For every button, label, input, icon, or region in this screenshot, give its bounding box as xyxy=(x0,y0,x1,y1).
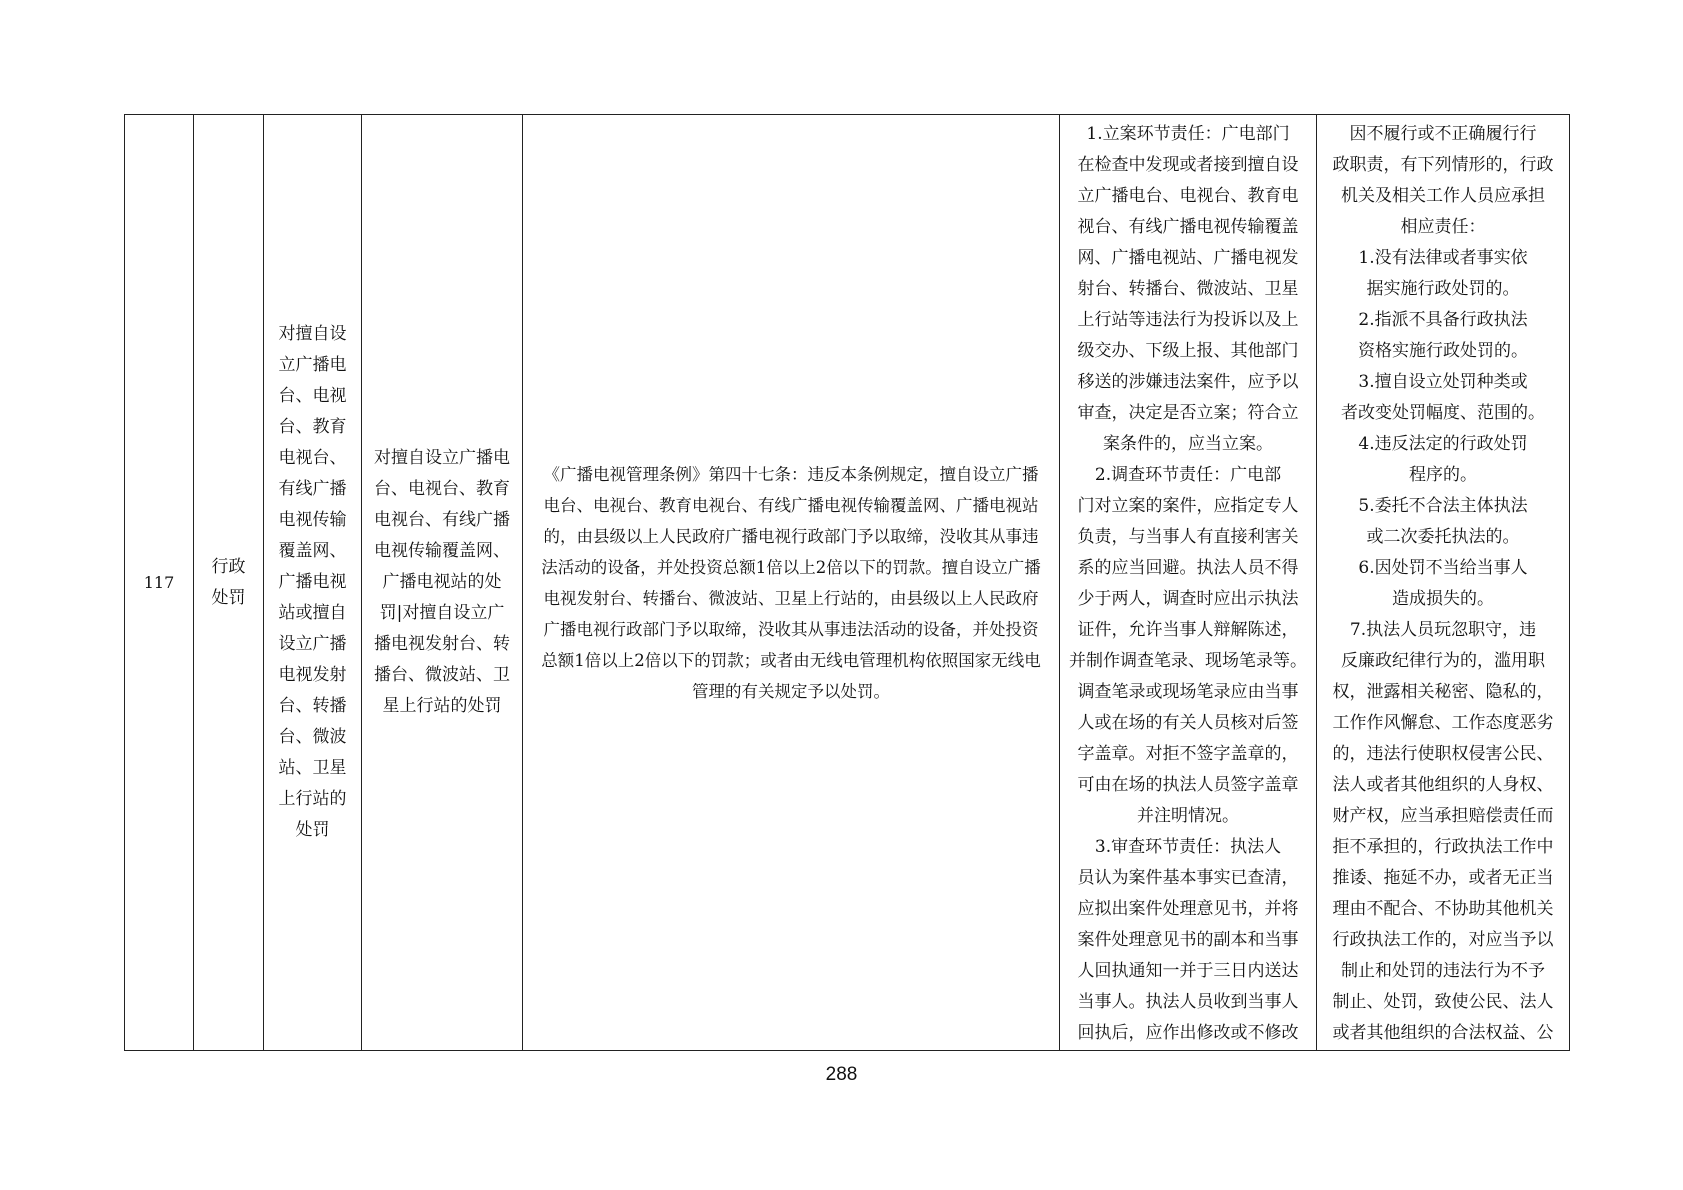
row-number: 117 xyxy=(143,573,175,592)
responsibility-text: 1.立案环节责任：广电部门 在检查中发现或者接到擅自设 立广播电台、电视台、教育电 视台、有线广播电视传输覆盖 网、广播电视站、广播电视发 射台、转播台、微波站、卫星 上行站等违法行为投诉以及上 级交办、下级上报、其他部门 移送的涉嫌违法案件，应予以 审查，决定是否立案；符合立 案条件的，应当立案。 2.调查环节责任：广电部 门对立案的案件，应指定专人 负责，与当事人有直接利害关 系的应当回避。执法人员不得 少于两人，调查时应出示执法 证件，允许当事人辩解陈述， 并制作调查笔录、现场笔录等。 调查笔录或现场笔录应由当事 人或在场的有关人员核对后签 字盖章。对拒不签字盖章的， 可由在场的执法人员签字盖章 并注明情况。 3.审查环节责任：执法人 员认为案件基本事实已查清， 应拟出案件处理意见书，并将 案件处理意见书的副本和当事 人回执通知一并于三日内送达 当事人。执法人员收到当事人 回执后，应作出修改或不修改 xyxy=(1069,124,1307,1043)
responsibility-cell xyxy=(1060,115,1317,1051)
category-cell xyxy=(194,115,264,1051)
accountability-text: 因不履行或不正确履行行 政职责，有下列情形的，行政 机关及相关工作人员应承担 相应责任： 1.没有法律或者事实依 据实施行政处罚的。 2.指派不具备行政执法 资格实施行政处罚的。 3.擅自设立处罚种类或 者改变处罚幅度、范围的。 4.违反法定的行政处罚 程序的。 5.委托不合法主体执法 或二次委托执法的。 6.因处罚不当给当事人 造成损失的。 7.执法人员玩忽职守，违 反廉政纪律行为的，滥用职 权，泄露相关秘密、隐私的， 工作作风懈怠、工作态度恶劣 的，违法行使职权侵害公民、 法人或者其他组织的人身权、 财产权，应当承担赔偿责任而 拒不承担的，行政执法工作中 推诿、拖延不办，或者无正当 理由不配合、不协助其他机关 行政执法工作的，对应当予以 制止和处罚的违法行为不予 制止、处罚，致使公民、法人 或者其他组织的合法权益、公 xyxy=(1332,124,1554,1043)
legal-basis-cell xyxy=(523,115,1060,1051)
legal-basis-text: 《广播电视管理条例》第四十七条：违反本条例规定，擅自设立广播电台、电视台、教育电视台、有线广播电视传输覆盖网、广播电视站的，由县级以上人民政府广播电视行政部门予以取缔，没收其从事违法活动的设备，并处投资总额1倍以上2倍以下的罚款。擅自设立广播电视发射台、转播台、微波站、卫星上行站的，由县级以上人民政府广播电视行政部门予以取缔，没收其从事违法活动的设备，并处投资总额1倍以上2倍以下的罚款；或者由无线电管理机构依照国家无线电管理的有关规定予以处罚。 xyxy=(541,464,1041,701)
item-name-text: 对擅自设立广播电台、电视台、教育电视台、有线广播电视传输覆盖网、广播电视站或擅自设立广播电视发射台、转播台、微波站、卫星上行站的处罚 xyxy=(278,324,347,840)
accountability-cell xyxy=(1317,115,1570,1051)
page-number: 288 xyxy=(825,1064,858,1085)
table-row xyxy=(125,115,1570,1051)
sub-item-cell xyxy=(362,115,523,1051)
item-name-cell xyxy=(264,115,362,1051)
category-text: 行政处罚 xyxy=(211,556,246,608)
row-number-cell xyxy=(125,115,194,1051)
power-list-table xyxy=(124,114,1570,1051)
sub-item-text: 对擅自设立广播电台、电视台、教育电视台、有线广播电视传输覆盖网、广播电视站的处罚|对擅自设立广播电视发射台、转播台、微波站、卫星上行站的处罚 xyxy=(374,448,510,716)
